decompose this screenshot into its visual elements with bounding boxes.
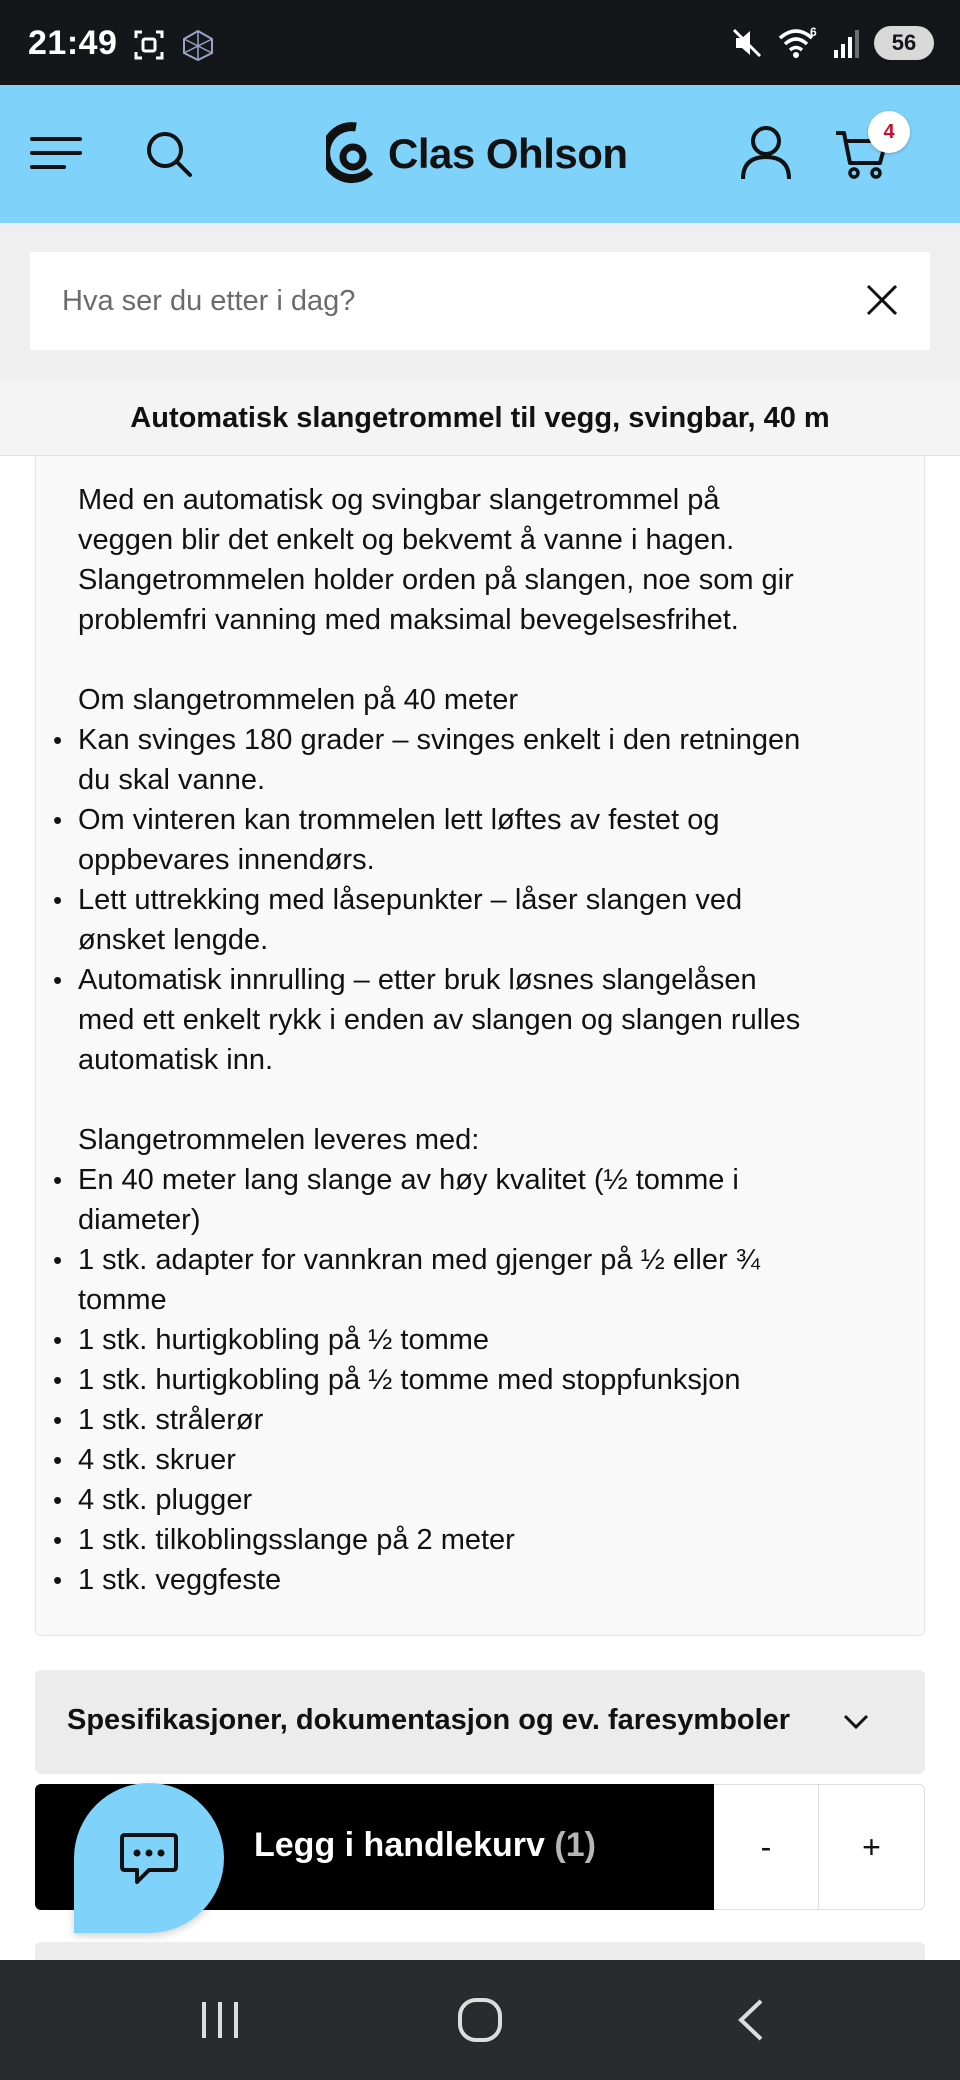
chat-button[interactable] — [74, 1783, 224, 1933]
battery-level: 56 — [891, 30, 917, 55]
product-title: Automatisk slangetrommel til vegg, svingbar, 40 m — [130, 401, 830, 434]
list-item: • Automatisk innrulling – etter bruk løsnes slangelåsen med ett enkelt rykk i enden av slangen og slangen rulles automatisk inn. — [78, 960, 884, 1080]
list-item: • En 40 meter lang slange av høy kvalitet (½ tomme i diameter) — [78, 1160, 884, 1240]
search-icon[interactable] — [144, 129, 194, 179]
increase-quantity-button[interactable]: + — [862, 1829, 881, 1865]
cart-count-badge: 4 — [868, 111, 910, 153]
site-header — [0, 85, 960, 223]
list-item: • 1 stk. strålerør — [78, 1400, 884, 1440]
chat-icon — [119, 1831, 179, 1887]
wifi-icon — [776, 26, 820, 60]
section-heading: Slangetrommelen leveres med: — [78, 1124, 480, 1156]
add-to-cart-quantity: (1) — [554, 1826, 596, 1864]
logo-icon — [326, 121, 376, 187]
back-icon — [733, 1997, 767, 2043]
add-to-cart-label: Legg i handlekurv (1) — [254, 1826, 596, 1864]
close-icon[interactable] — [864, 282, 900, 318]
description-panel — [35, 456, 925, 1636]
description-intro: Med en automatisk og svingbar slangetrommel på veggen blir det enkelt og bekvemt å vanne i hagen. Slangetrommelen holder orden på slangen, noe som gir problemfri vanning med maksimal bevegelsesfrihet. — [78, 484, 794, 636]
list-item: • 1 stk. adapter for vannkran med gjenger på ½ eller ¾ tomme — [78, 1240, 884, 1320]
section-heading: Om slangetrommelen på 40 meter — [78, 684, 519, 716]
status-icons-right — [730, 26, 934, 60]
user-icon[interactable] — [740, 125, 792, 181]
list-item: • Lett uttrekking med låsepunkter – låser slangen ved ønsket lengde. — [78, 880, 884, 960]
spec-accordion-label: Spesifikasjoner, dokumentasjon og ev. faresymboler — [67, 1704, 791, 1736]
list-item: • 4 stk. skruer — [78, 1440, 884, 1480]
included-list — [78, 1160, 884, 1600]
signal-icon — [832, 26, 862, 60]
list-item: • 1 stk. veggfeste — [78, 1560, 884, 1600]
back-button[interactable] — [690, 1960, 810, 2080]
feature-list — [78, 720, 884, 1080]
status-bar — [0, 0, 960, 85]
menu-icon[interactable] — [30, 133, 82, 173]
battery-icon — [874, 26, 934, 60]
status-time: 21:49 — [28, 24, 118, 62]
network-pattern-icon — [180, 28, 216, 62]
spec-accordion[interactable] — [35, 1670, 925, 1774]
recent-apps-icon — [198, 1998, 242, 2042]
chevron-down-icon — [841, 1706, 871, 1736]
search-input[interactable] — [62, 252, 842, 350]
list-item: • 4 stk. plugger — [78, 1480, 884, 1520]
search-section — [0, 223, 960, 381]
list-item: • 1 stk. hurtigkobling på ½ tomme med stoppfunksjon — [78, 1360, 884, 1400]
screenshot-icon — [132, 28, 166, 62]
wifi-badge: 6 — [810, 26, 817, 39]
list-item: • Kan svinges 180 grader – svinges enkelt i den retningen du skal vanne. — [78, 720, 884, 800]
status-icons-left — [132, 28, 216, 62]
product-title-bar — [0, 381, 960, 456]
list-item: • 1 stk. tilkoblingsslange på 2 meter — [78, 1520, 884, 1560]
home-button[interactable] — [420, 1960, 540, 2080]
search-bar — [30, 252, 930, 350]
brand-logo[interactable] — [326, 121, 628, 187]
next-section-peek — [35, 1942, 925, 1962]
recent-apps-button[interactable] — [160, 1960, 280, 2080]
brand-name: Clas Ohlson — [388, 130, 628, 177]
quantity-stepper — [714, 1784, 925, 1910]
product-content — [0, 456, 960, 1960]
list-item: • Om vinteren kan trommelen lett løftes av festet og oppbevares innendørs. — [78, 800, 884, 880]
system-nav-bar — [0, 1960, 960, 2080]
home-icon — [457, 1997, 503, 2043]
mute-icon — [730, 26, 764, 60]
list-item: • 1 stk. hurtigkobling på ½ tomme — [78, 1320, 884, 1360]
decrease-quantity-button[interactable]: - — [714, 1785, 819, 1909]
